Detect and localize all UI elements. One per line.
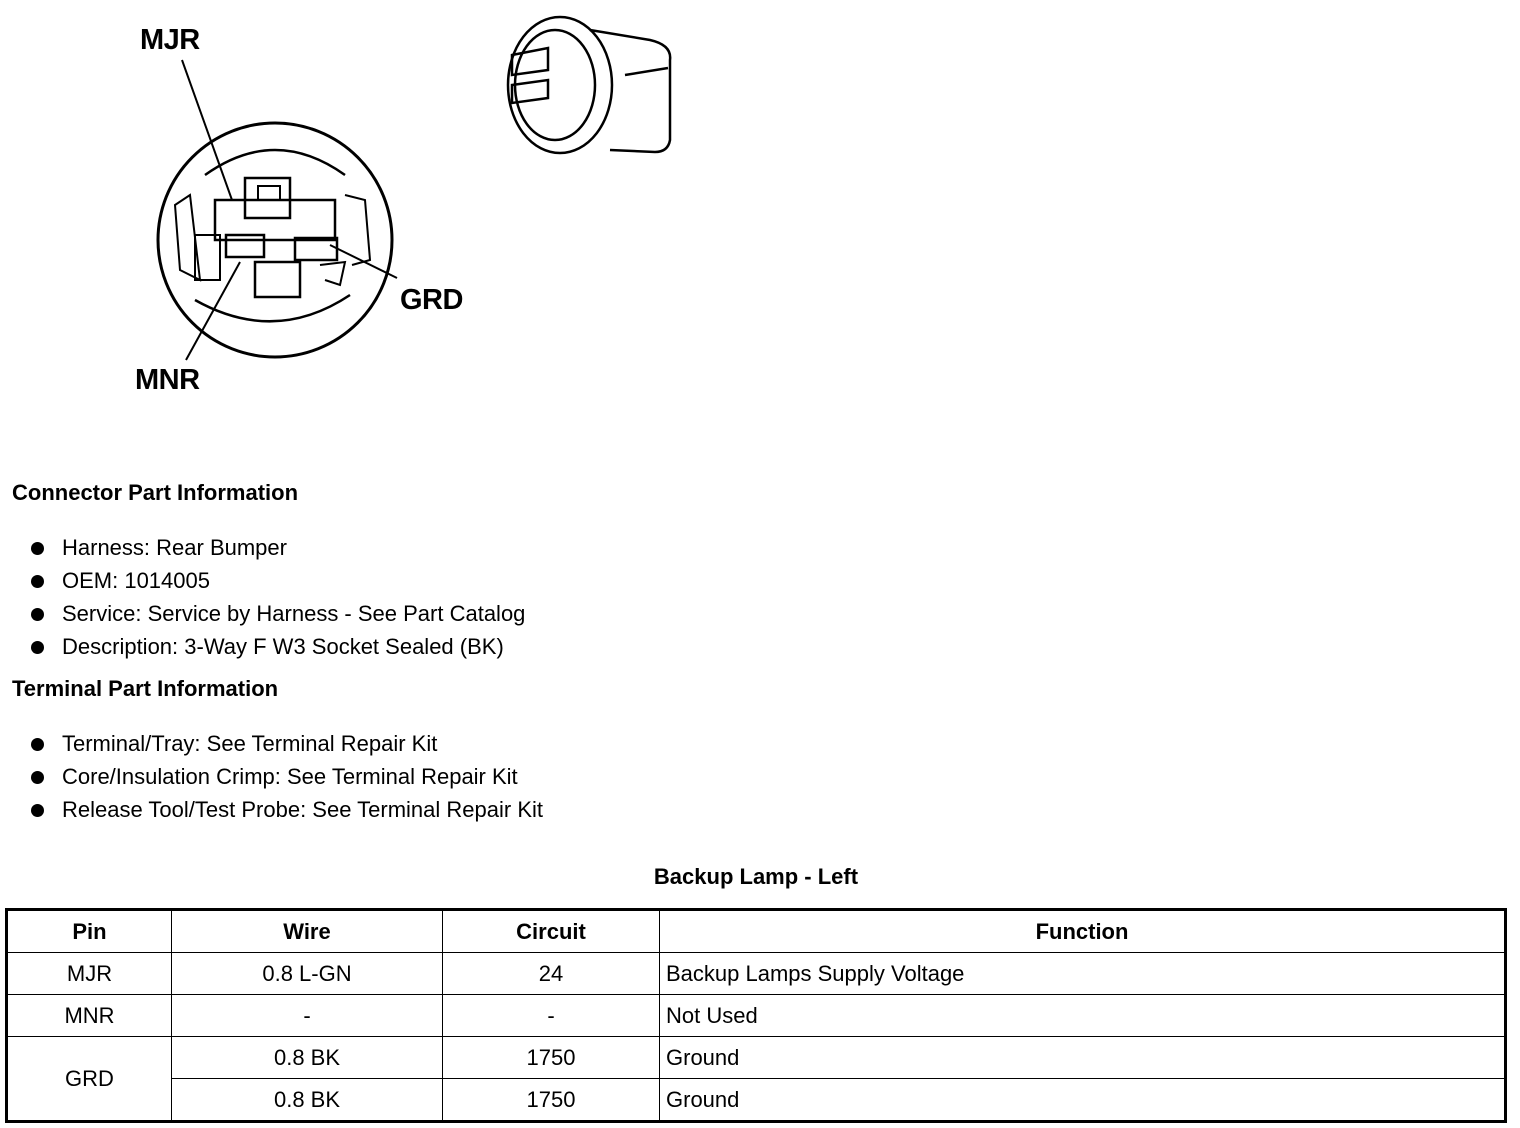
table-title: Backup Lamp - Left: [653, 864, 859, 889]
list-item: [28, 597, 525, 630]
connector-info-list: [28, 531, 525, 663]
list-item-text: Release Tool/Test Probe: See Terminal Repair Kit: [62, 797, 543, 822]
cell-function: Ground: [660, 1037, 1506, 1079]
cell-circuit: 24: [443, 953, 660, 995]
list-item: [28, 531, 525, 564]
connector-info-heading: Connector Part Information: [12, 480, 299, 505]
cell-wire: 0.8 L-GN: [172, 953, 443, 995]
list-item-text: Harness: Rear Bumper: [62, 535, 287, 560]
list-item-text: Core/Insulation Crimp: See Terminal Repair Kit: [62, 764, 518, 789]
header-function: Function: [660, 910, 1506, 953]
cell-wire: 0.8 BK: [172, 1079, 443, 1122]
cell-circuit: 1750: [443, 1037, 660, 1079]
pin-label-mjr: MJR: [140, 24, 200, 56]
connector-face-drawing: [0, 0, 700, 420]
cell-function: Not Used: [660, 995, 1506, 1037]
list-item-text: Description: 3-Way F W3 Socket Sealed (BK): [62, 634, 504, 659]
bullet-icon: [31, 738, 44, 751]
cell-pin: GRD: [7, 1037, 172, 1122]
table-row: [7, 1037, 1506, 1079]
header-wire: Wire: [172, 910, 443, 953]
bullet-icon: [31, 575, 44, 588]
connector-3d-drawing: [508, 17, 670, 153]
list-item: [28, 760, 543, 793]
terminal-info-list: [28, 727, 543, 826]
bullet-icon: [31, 771, 44, 784]
bullet-icon: [31, 608, 44, 621]
list-item: [28, 630, 525, 663]
header-circuit: Circuit: [443, 910, 660, 953]
bullet-icon: [31, 804, 44, 817]
bullet-icon: [31, 641, 44, 654]
cell-function: Ground: [660, 1079, 1506, 1122]
cell-wire: 0.8 BK: [172, 1037, 443, 1079]
pinout-table: [5, 908, 1507, 1123]
terminal-info-heading: Terminal Part Information: [12, 676, 279, 701]
list-item: [28, 793, 543, 826]
pin-label-grd: GRD: [400, 284, 463, 316]
cell-wire: -: [172, 995, 443, 1037]
table-header-row: [7, 910, 1506, 953]
cell-circuit: 1750: [443, 1079, 660, 1122]
pin-label-mnr: MNR: [135, 364, 200, 396]
cell-pin: MNR: [7, 995, 172, 1037]
list-item: [28, 564, 525, 597]
list-item: [28, 727, 543, 760]
table-row: [7, 953, 1506, 995]
list-item-text: Service: Service by Harness - See Part Catalog: [62, 601, 526, 626]
list-item-text: Terminal/Tray: See Terminal Repair Kit: [62, 731, 438, 756]
bullet-icon: [31, 542, 44, 555]
header-pin: Pin: [7, 910, 172, 953]
table-row: [7, 995, 1506, 1037]
table-row: [7, 1079, 1506, 1122]
cell-circuit: -: [443, 995, 660, 1037]
cell-pin: MJR: [7, 953, 172, 995]
list-item-text: OEM: 1014005: [62, 568, 210, 593]
cell-function: Backup Lamps Supply Voltage: [660, 953, 1506, 995]
